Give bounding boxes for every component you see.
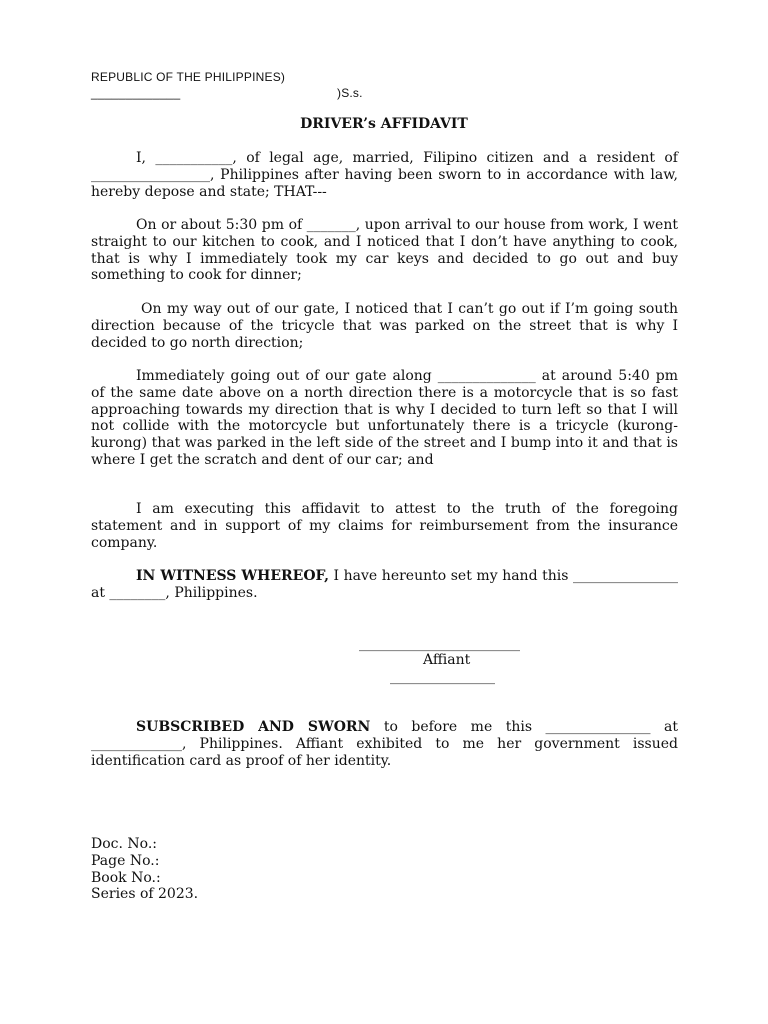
document-header	[91, 70, 363, 102]
paragraph-subscribed	[91, 719, 678, 769]
venue-blank: _____________	[91, 86, 181, 100]
witness-heading: IN WITNESS WHEREOF,	[136, 568, 329, 584]
paragraph-witness	[91, 568, 678, 602]
paragraph-text: I am executing this affidavit to attest to the truth of the foregoing statement and in support of my claims for reimbursement from the insurance company.	[91, 501, 678, 551]
ss-label: )S.s.	[337, 86, 363, 100]
document-title: DRIVER’s AFFIDAVIT	[300, 116, 468, 132]
paragraph-arrival	[91, 217, 678, 284]
paragraph-text: On or about 5:30 pm of _______, upon arrival to our house from work, I went straight to our kitchen to cook, and I noticed that I don’t have anything to cook, that is why I immediately took my car keys and decided to go out and buy something to cook for dinner;	[91, 217, 678, 284]
series-year: Series of 2023.	[91, 886, 199, 903]
signature-line: _______________________	[359, 636, 520, 652]
paragraph-gate	[91, 301, 678, 351]
page-number: Page No.:	[91, 852, 160, 869]
notarial-register	[91, 836, 198, 903]
paragraph-text: On my way out of our gate, I noticed that I can’t go out if I’m going south direction because of the tricycle that was parked on the street that is why I decided to go north direction;	[91, 301, 678, 351]
venue-line	[91, 86, 363, 102]
affiant-label: Affiant	[423, 652, 471, 668]
paragraph-incident	[91, 368, 678, 469]
affiant-name-line: _______________	[390, 669, 495, 685]
doc-number: Doc. No.:	[91, 836, 157, 852]
paragraph-text: I have hereunto set my hand this _______________ at ________, Philippines.	[91, 568, 679, 601]
sworn-heading: SUBSCRIBED AND SWORN	[136, 719, 371, 735]
paragraph-intro	[91, 150, 678, 200]
paragraph-purpose	[91, 501, 678, 551]
paragraph-text: to before me this _______________ at _____________, Philippines. Affiant exhibited to me her government issued identification card as proof of her identity.	[91, 719, 678, 769]
republic-line: REPUBLIC OF THE PHILIPPINES)	[91, 70, 286, 84]
paragraph-text: Immediately going out of our gate along ______________ at around 5:40 pm of the same date above on a north direction there is a motorcycle that is so fast approaching towards my direction that is why I decided to turn left so that I will not collide with the motorcycle but unfortunately there is a tricycle (kurong-kurong) that was parked in the left side of the street and I bump into it and that is where I get the scratch and dent of our car; and	[91, 368, 678, 468]
paragraph-text: I, ___________, of legal age, married, Filipino citizen and a resident of _________________, Philippines after having been sworn to in accordance with law, hereby depose and state; THAT---	[91, 150, 678, 200]
book-number: Book No.:	[91, 869, 161, 886]
